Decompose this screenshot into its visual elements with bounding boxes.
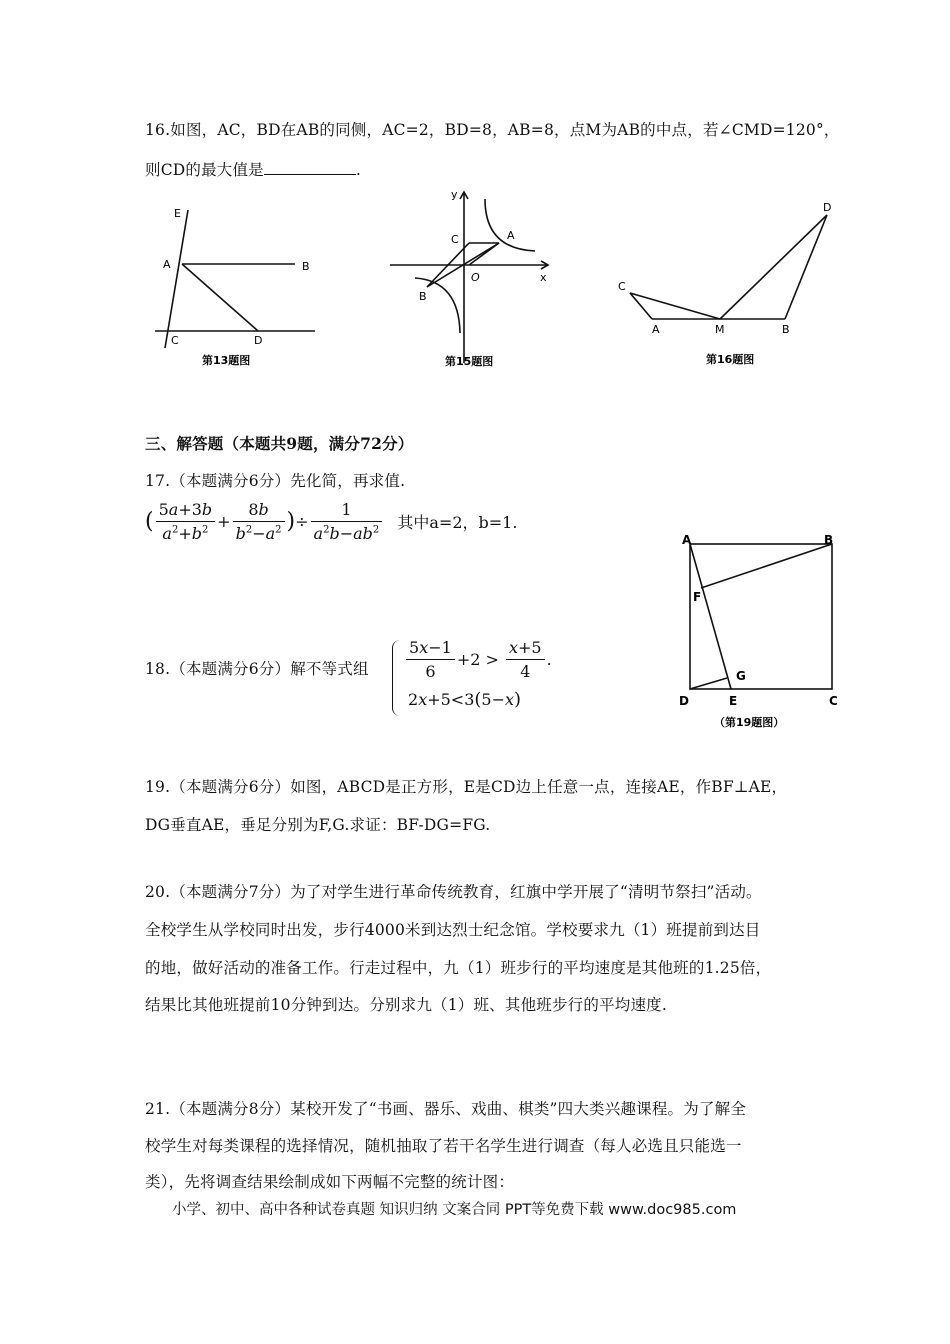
q21-line1: 21.（本题满分8分）某校开发了“书画、器乐、戏曲、棋类”四大类兴趣课程。为了解全 <box>145 1100 747 1118</box>
fig19-label-d: D <box>679 694 689 708</box>
fig19-label-c: C <box>829 694 838 708</box>
fig19-label-a: A <box>682 533 692 547</box>
fig13-label-a: A <box>163 258 171 271</box>
q20-line2: 全校学生从学校同时出发，步行4000米到达烈士纪念馆。学校要求九（1）班提前到达目 <box>145 921 761 939</box>
fig15-label-c: C <box>451 233 459 246</box>
q17-condition: 其中a=2，b=1. <box>397 513 518 532</box>
fig13-caption: 第13题图 <box>202 354 251 367</box>
q19-line2: DG垂直AE，垂足分别为F,G.求证：BF-DG=FG. <box>145 816 491 834</box>
q16-line2 <box>145 158 361 180</box>
figure-13 <box>150 200 330 372</box>
fig15-label-y: y <box>451 188 458 201</box>
fig19-caption: （第19题图） <box>714 716 785 729</box>
section-3-title: 三、解答题（本题共9题，满分72分） <box>145 434 414 453</box>
q20-line1: 20.（本题满分7分）为了对学生进行革命传统教育，红旗中学开展了“清明节祭扫”活动。 <box>145 883 762 901</box>
answer-blank <box>264 160 356 175</box>
q21-line3: 类），先将调查结果绘制成如下两幅不完整的统计图： <box>145 1173 515 1191</box>
fig15-label-o: O <box>471 271 480 284</box>
figure-16 <box>612 195 847 373</box>
q21-line2: 校学生对每类课程的选择情况，随机抽取了若干名学生进行调查（每人必选且只能选一 <box>145 1137 742 1155</box>
q17-expression: ( $\frac{5a+3b}{a^2+b^2}$ + $\frac{8b}{b^2-a^2}$ )÷ $\frac{1}{a^2b-ab^2}$ 其中a=2，b=1. <box>145 500 518 543</box>
fig16-caption: 第16题图 <box>706 353 755 366</box>
fig16-label-b: B <box>782 323 790 336</box>
fig19-label-g: G <box>736 669 746 683</box>
footer-ad-text: 小学、初中、高中各种试卷真题 知识归纳 文案合同 PPT等免费下载 www.doc985.com <box>172 1202 737 1218</box>
fig13-label-d: D <box>254 334 263 347</box>
q20-line4: 结果比其他班提前10分钟到达。分别求九（1）班、其他班步行的平均速度. <box>145 996 668 1014</box>
fig15-label-a: A <box>507 229 515 242</box>
figure-19 <box>676 530 846 735</box>
fig16-label-d: D <box>823 201 832 214</box>
q18-intro: 18.（本题满分6分）解不等式组 <box>145 660 369 678</box>
fig13-label-e: E <box>174 207 181 220</box>
fig15-label-x: x <box>540 271 547 284</box>
fig16-label-a: A <box>652 323 660 336</box>
fig19-label-e: E <box>729 694 738 708</box>
fig15-caption: 第15题图 <box>445 355 494 368</box>
q17-intro: 17.（本题满分6分）先化简，再求值. <box>145 472 406 490</box>
fig13-label-c: C <box>171 334 179 347</box>
fig16-label-c: C <box>618 280 626 293</box>
fig19-label-f: F <box>693 590 702 604</box>
q16-line1: 16.如图，AC，BD在AB的同侧，AC=2，BD=8，AB=8，点M为AB的中点，若∠CMD=120°， <box>145 121 840 139</box>
q16-line2-prefix: 则CD的最大值是 <box>145 161 264 179</box>
fig15-label-b: B <box>419 290 427 303</box>
q20-line3: 的地，做好活动的准备工作。行走过程中，九（1）班步行的平均速度是其他班的1.25倍， <box>145 959 772 977</box>
fig13-label-b: B <box>302 260 310 273</box>
q16-line2-suffix: . <box>355 161 362 179</box>
figure-15 <box>385 183 565 373</box>
fig19-label-b: B <box>824 533 834 547</box>
q19-line1: 19.（本题满分6分）如图，ABCD是正方形，E是CD边上任意一点，连接AE，作BF⊥AE， <box>145 778 788 796</box>
fig16-label-m: M <box>715 323 725 336</box>
